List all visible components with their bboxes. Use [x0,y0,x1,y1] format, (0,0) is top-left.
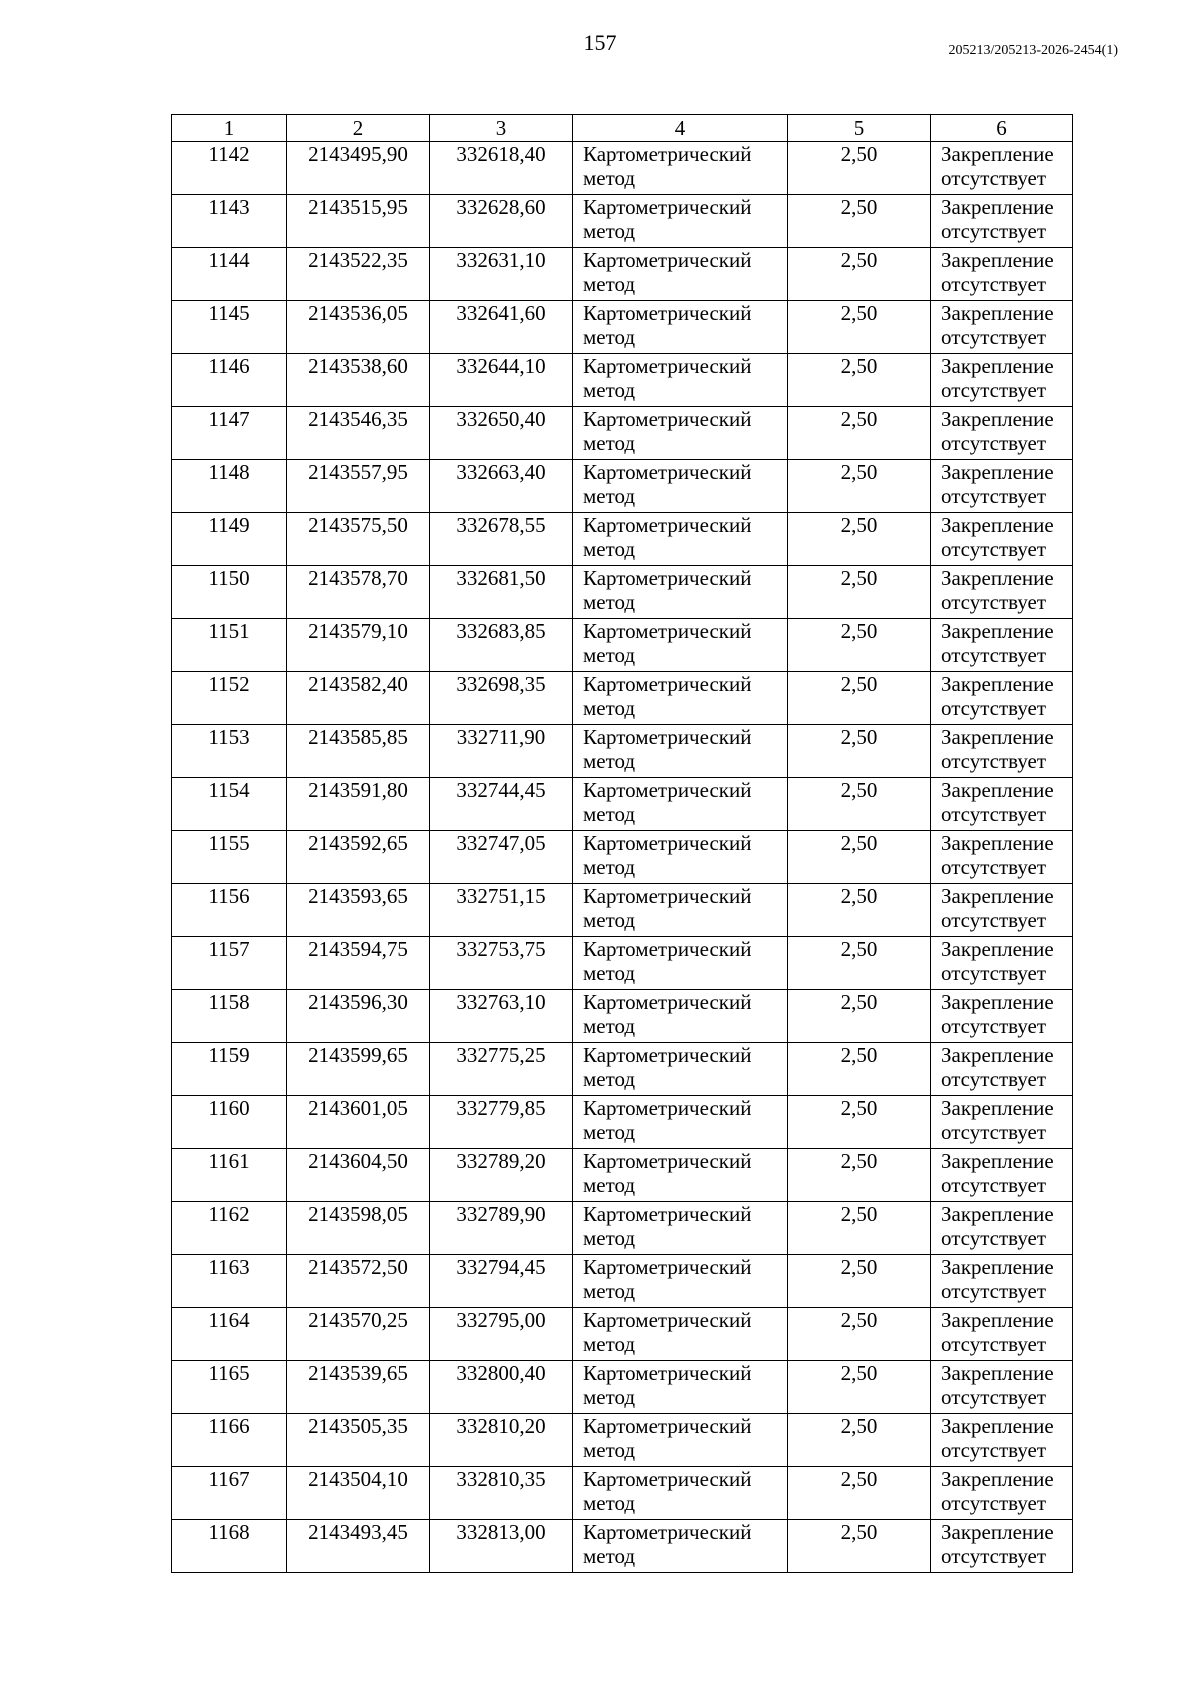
coordinate-y-cell: 332628,60 [430,195,573,248]
method-cell: Картометрический метод [573,725,788,778]
coordinate-y-cell: 332641,60 [430,301,573,354]
method-cell: Картометрический метод [573,566,788,619]
coordinate-y-cell: 332751,15 [430,884,573,937]
accuracy-cell: 2,50 [788,1149,931,1202]
accuracy-cell: 2,50 [788,1414,931,1467]
column-header: 3 [430,115,573,142]
method-cell: Картометрический метод [573,195,788,248]
coordinate-y-cell: 332794,45 [430,1255,573,1308]
coordinate-x-cell: 2143579,10 [287,619,430,672]
method-cell: Картометрический метод [573,1043,788,1096]
point-number-cell: 1146 [172,354,287,407]
accuracy-cell: 2,50 [788,1361,931,1414]
point-number-cell: 1159 [172,1043,287,1096]
coordinate-y-cell: 332763,10 [430,990,573,1043]
table-row [172,513,1073,566]
coordinate-x-cell: 2143578,70 [287,566,430,619]
point-number-cell: 1143 [172,195,287,248]
coordinate-x-cell: 2143495,90 [287,142,430,195]
method-cell: Картометрический метод [573,1308,788,1361]
fixing-description-cell: Закрепление отсутствует [931,354,1073,407]
column-header: 5 [788,115,931,142]
table-row [172,1096,1073,1149]
coordinate-x-cell: 2143599,65 [287,1043,430,1096]
fixing-description-cell: Закрепление отсутствует [931,1202,1073,1255]
point-number-cell: 1145 [172,301,287,354]
column-header: 6 [931,115,1073,142]
page-number: 157 [583,30,617,55]
accuracy-cell: 2,50 [788,831,931,884]
method-cell: Картометрический метод [573,1467,788,1520]
method-cell: Картометрический метод [573,407,788,460]
point-number-cell: 1157 [172,937,287,990]
table-row [172,1361,1073,1414]
coordinate-y-cell: 332813,00 [430,1520,573,1573]
point-number-cell: 1148 [172,460,287,513]
coordinate-y-cell: 332789,90 [430,1202,573,1255]
accuracy-cell: 2,50 [788,1043,931,1096]
coordinate-x-cell: 2143539,65 [287,1361,430,1414]
point-number-cell: 1152 [172,672,287,725]
coordinate-y-cell: 332683,85 [430,619,573,672]
method-cell: Картометрический метод [573,990,788,1043]
fixing-description-cell: Закрепление отсутствует [931,1361,1073,1414]
coordinate-x-cell: 2143536,05 [287,301,430,354]
fixing-description-cell: Закрепление отсутствует [931,937,1073,990]
point-number-cell: 1155 [172,831,287,884]
coordinate-x-cell: 2143515,95 [287,195,430,248]
coordinate-y-cell: 332744,45 [430,778,573,831]
coordinate-x-cell: 2143557,95 [287,460,430,513]
method-cell: Картометрический метод [573,1149,788,1202]
column-header: 1 [172,115,287,142]
point-number-cell: 1166 [172,1414,287,1467]
point-number-cell: 1164 [172,1308,287,1361]
table-row [172,1043,1073,1096]
fixing-description-cell: Закрепление отсутствует [931,1467,1073,1520]
coordinate-y-cell: 332678,55 [430,513,573,566]
method-cell: Картометрический метод [573,1361,788,1414]
table-row [172,1255,1073,1308]
fixing-description-cell: Закрепление отсутствует [931,248,1073,301]
coordinate-y-cell: 332618,40 [430,142,573,195]
coordinate-y-cell: 332698,35 [430,672,573,725]
table-row [172,142,1073,195]
accuracy-cell: 2,50 [788,354,931,407]
method-cell: Картометрический метод [573,884,788,937]
fixing-description-cell: Закрепление отсутствует [931,725,1073,778]
point-number-cell: 1161 [172,1149,287,1202]
fixing-description-cell: Закрепление отсутствует [931,142,1073,195]
table-row [172,407,1073,460]
accuracy-cell: 2,50 [788,778,931,831]
coordinates-table [171,114,1073,1573]
accuracy-cell: 2,50 [788,1202,931,1255]
point-number-cell: 1153 [172,725,287,778]
point-number-cell: 1160 [172,1096,287,1149]
table-row [172,672,1073,725]
table-header-row [172,115,1073,142]
coordinate-y-cell: 332789,20 [430,1149,573,1202]
table-row [172,1414,1073,1467]
method-cell: Картометрический метод [573,1414,788,1467]
fixing-description-cell: Закрепление отсутствует [931,1255,1073,1308]
accuracy-cell: 2,50 [788,407,931,460]
point-number-cell: 1167 [172,1467,287,1520]
fixing-description-cell: Закрепление отсутствует [931,1096,1073,1149]
coordinate-x-cell: 2143601,05 [287,1096,430,1149]
table-row [172,937,1073,990]
coordinate-x-cell: 2143538,60 [287,354,430,407]
method-cell: Картометрический метод [573,460,788,513]
table-row [172,1520,1073,1573]
table-row [172,248,1073,301]
coordinate-y-cell: 332810,20 [430,1414,573,1467]
coordinate-y-cell: 332650,40 [430,407,573,460]
column-header: 4 [573,115,788,142]
coordinate-y-cell: 332795,00 [430,1308,573,1361]
table-row [172,566,1073,619]
table-row [172,884,1073,937]
coordinate-y-cell: 332747,05 [430,831,573,884]
coordinate-x-cell: 2143594,75 [287,937,430,990]
method-cell: Картометрический метод [573,1202,788,1255]
coordinate-x-cell: 2143591,80 [287,778,430,831]
point-number-cell: 1150 [172,566,287,619]
fixing-description-cell: Закрепление отсутствует [931,1520,1073,1573]
point-number-cell: 1162 [172,1202,287,1255]
fixing-description-cell: Закрепление отсутствует [931,884,1073,937]
method-cell: Картометрический метод [573,1255,788,1308]
coordinate-x-cell: 2143575,50 [287,513,430,566]
coordinate-x-cell: 2143505,35 [287,1414,430,1467]
coordinate-x-cell: 2143493,45 [287,1520,430,1573]
fixing-description-cell: Закрепление отсутствует [931,301,1073,354]
coordinate-x-cell: 2143604,50 [287,1149,430,1202]
accuracy-cell: 2,50 [788,619,931,672]
coordinate-x-cell: 2143596,30 [287,990,430,1043]
method-cell: Картометрический метод [573,248,788,301]
point-number-cell: 1142 [172,142,287,195]
accuracy-cell: 2,50 [788,248,931,301]
fixing-description-cell: Закрепление отсутствует [931,1308,1073,1361]
table-row [172,990,1073,1043]
accuracy-cell: 2,50 [788,1520,931,1573]
column-header: 2 [287,115,430,142]
accuracy-cell: 2,50 [788,1096,931,1149]
table-row [172,301,1073,354]
fixing-description-cell: Закрепление отсутствует [931,1149,1073,1202]
coordinate-x-cell: 2143570,25 [287,1308,430,1361]
method-cell: Картометрический метод [573,354,788,407]
table-row [172,1202,1073,1255]
accuracy-cell: 2,50 [788,672,931,725]
table-row [172,725,1073,778]
method-cell: Картометрический метод [573,778,788,831]
coordinate-y-cell: 332711,90 [430,725,573,778]
point-number-cell: 1168 [172,1520,287,1573]
coordinate-x-cell: 2143585,85 [287,725,430,778]
coordinate-x-cell: 2143592,65 [287,831,430,884]
fixing-description-cell: Закрепление отсутствует [931,1414,1073,1467]
method-cell: Картометрический метод [573,301,788,354]
table-row [172,1467,1073,1520]
method-cell: Картометрический метод [573,672,788,725]
coordinate-y-cell: 332753,75 [430,937,573,990]
table-row [172,1308,1073,1361]
coordinate-y-cell: 332631,10 [430,248,573,301]
coordinate-y-cell: 332644,10 [430,354,573,407]
point-number-cell: 1163 [172,1255,287,1308]
coordinate-x-cell: 2143572,50 [287,1255,430,1308]
coordinate-y-cell: 332775,25 [430,1043,573,1096]
accuracy-cell: 2,50 [788,937,931,990]
table-row [172,831,1073,884]
fixing-description-cell: Закрепление отсутствует [931,990,1073,1043]
point-number-cell: 1149 [172,513,287,566]
accuracy-cell: 2,50 [788,301,931,354]
table-row [172,460,1073,513]
coordinate-x-cell: 2143598,05 [287,1202,430,1255]
method-cell: Картометрический метод [573,619,788,672]
accuracy-cell: 2,50 [788,1308,931,1361]
fixing-description-cell: Закрепление отсутствует [931,619,1073,672]
accuracy-cell: 2,50 [788,142,931,195]
method-cell: Картометрический метод [573,831,788,884]
fixing-description-cell: Закрепление отсутствует [931,195,1073,248]
accuracy-cell: 2,50 [788,195,931,248]
fixing-description-cell: Закрепление отсутствует [931,407,1073,460]
fixing-description-cell: Закрепление отсутствует [931,513,1073,566]
fixing-description-cell: Закрепление отсутствует [931,778,1073,831]
point-number-cell: 1147 [172,407,287,460]
coordinate-y-cell: 332800,40 [430,1361,573,1414]
coordinate-y-cell: 332779,85 [430,1096,573,1149]
accuracy-cell: 2,50 [788,460,931,513]
table-row [172,778,1073,831]
fixing-description-cell: Закрепление отсутствует [931,460,1073,513]
method-cell: Картометрический метод [573,142,788,195]
coordinate-y-cell: 332663,40 [430,460,573,513]
fixing-description-cell: Закрепление отсутствует [931,566,1073,619]
method-cell: Картометрический метод [573,937,788,990]
accuracy-cell: 2,50 [788,1467,931,1520]
method-cell: Картометрический метод [573,513,788,566]
fixing-description-cell: Закрепление отсутствует [931,672,1073,725]
coordinate-x-cell: 2143593,65 [287,884,430,937]
coordinate-x-cell: 2143582,40 [287,672,430,725]
document-code: 205213/205213-2026-2454(1) [948,43,1118,58]
fixing-description-cell: Закрепление отсутствует [931,1043,1073,1096]
table-row [172,195,1073,248]
accuracy-cell: 2,50 [788,1255,931,1308]
coordinate-y-cell: 332810,35 [430,1467,573,1520]
point-number-cell: 1158 [172,990,287,1043]
point-number-cell: 1165 [172,1361,287,1414]
accuracy-cell: 2,50 [788,566,931,619]
coordinate-x-cell: 2143546,35 [287,407,430,460]
table-row [172,619,1073,672]
coordinate-x-cell: 2143504,10 [287,1467,430,1520]
accuracy-cell: 2,50 [788,884,931,937]
table-row [172,1149,1073,1202]
method-cell: Картометрический метод [573,1096,788,1149]
coordinate-x-cell: 2143522,35 [287,248,430,301]
point-number-cell: 1154 [172,778,287,831]
point-number-cell: 1144 [172,248,287,301]
point-number-cell: 1151 [172,619,287,672]
accuracy-cell: 2,50 [788,990,931,1043]
coordinate-y-cell: 332681,50 [430,566,573,619]
fixing-description-cell: Закрепление отсутствует [931,831,1073,884]
accuracy-cell: 2,50 [788,725,931,778]
table-row [172,354,1073,407]
accuracy-cell: 2,50 [788,513,931,566]
point-number-cell: 1156 [172,884,287,937]
method-cell: Картометрический метод [573,1520,788,1573]
